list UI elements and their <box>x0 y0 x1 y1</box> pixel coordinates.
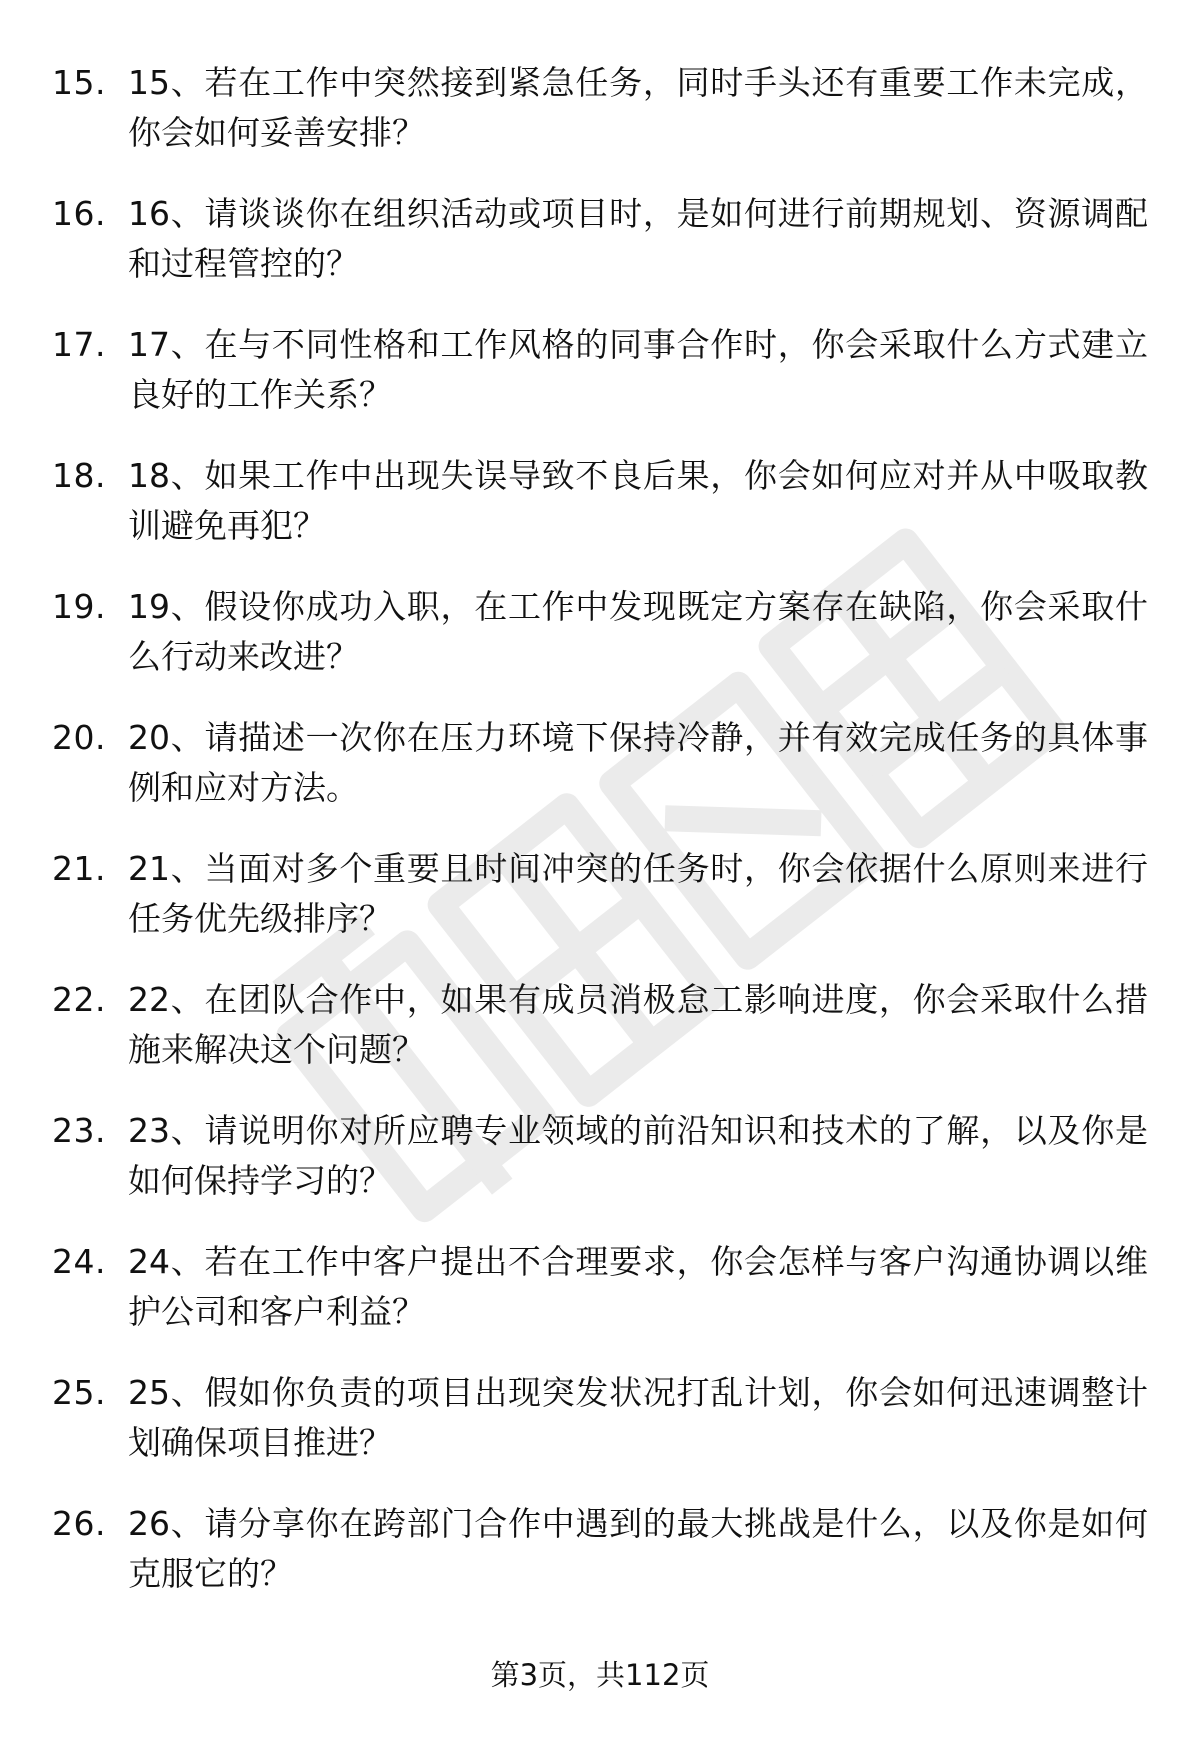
question-text: 17、在与不同性格和工作风格的同事合作时，你会采取什么方式建立良好的工作关系？ <box>128 325 1148 414</box>
list-item <box>0 1106 1200 1237</box>
question-text: 20、请描述一次你在压力环境下保持冷静，并有效完成任务的具体事例和应对方法。 <box>128 718 1148 807</box>
question-number: 21. <box>52 849 106 888</box>
list-item <box>0 1237 1200 1368</box>
question-text: 19、假设你成功入职，在工作中发现既定方案存在缺陷，你会采取什么行动来改进？ <box>128 587 1148 676</box>
list-item <box>0 320 1200 451</box>
question-text: 25、假如你负责的项目出现突发状况打乱计划，你会如何迅速调整计划确保项目推进？ <box>128 1373 1148 1462</box>
list-item <box>0 582 1200 713</box>
list-item <box>0 58 1200 189</box>
list-item <box>0 975 1200 1106</box>
question-number: 23. <box>52 1111 106 1150</box>
list-item <box>0 1368 1200 1499</box>
question-number: 17. <box>52 325 106 364</box>
question-number: 20. <box>52 718 106 757</box>
question-text: 15、若在工作中突然接到紧急任务，同时手头还有重要工作未完成，你会如何妥善安排？ <box>128 63 1148 152</box>
question-number: 24. <box>52 1242 106 1281</box>
question-text: 24、若在工作中客户提出不合理要求，你会怎样与客户沟通协调以维护公司和客户利益？ <box>128 1242 1148 1331</box>
question-text: 22、在团队合作中，如果有成员消极怠工影响进度，你会采取什么措施来解决这个问题？ <box>128 980 1148 1069</box>
question-text: 26、请分享你在跨部门合作中遇到的最大挑战是什么，以及你是如何克服它的？ <box>128 1504 1148 1593</box>
question-number: 19. <box>52 587 106 626</box>
question-text: 21、当面对多个重要且时间冲突的任务时，你会依据什么原则来进行任务优先级排序？ <box>128 849 1148 938</box>
question-number: 22. <box>52 980 106 1019</box>
question-number: 26. <box>52 1504 106 1543</box>
list-item <box>0 1499 1200 1630</box>
question-text: 18、如果工作中出现失误导致不良后果，你会如何应对并从中吸取教训避免再犯？ <box>128 456 1148 545</box>
question-text: 23、请说明你对所应聘专业领域的前沿知识和技术的了解，以及你是如何保持学习的？ <box>128 1111 1148 1200</box>
question-number: 25. <box>52 1373 106 1412</box>
question-number: 18. <box>52 456 106 495</box>
list-item <box>0 451 1200 582</box>
page-footer: 第3页，共112页 <box>490 1658 710 1692</box>
question-number: 16. <box>52 194 106 233</box>
list-item <box>0 189 1200 320</box>
question-text: 16、请谈谈你在组织活动或项目时，是如何进行前期规划、资源调配和过程管控的？ <box>128 194 1148 283</box>
question-number: 15. <box>52 63 106 102</box>
question-list <box>0 58 1200 1630</box>
list-item <box>0 844 1200 975</box>
list-item <box>0 713 1200 844</box>
